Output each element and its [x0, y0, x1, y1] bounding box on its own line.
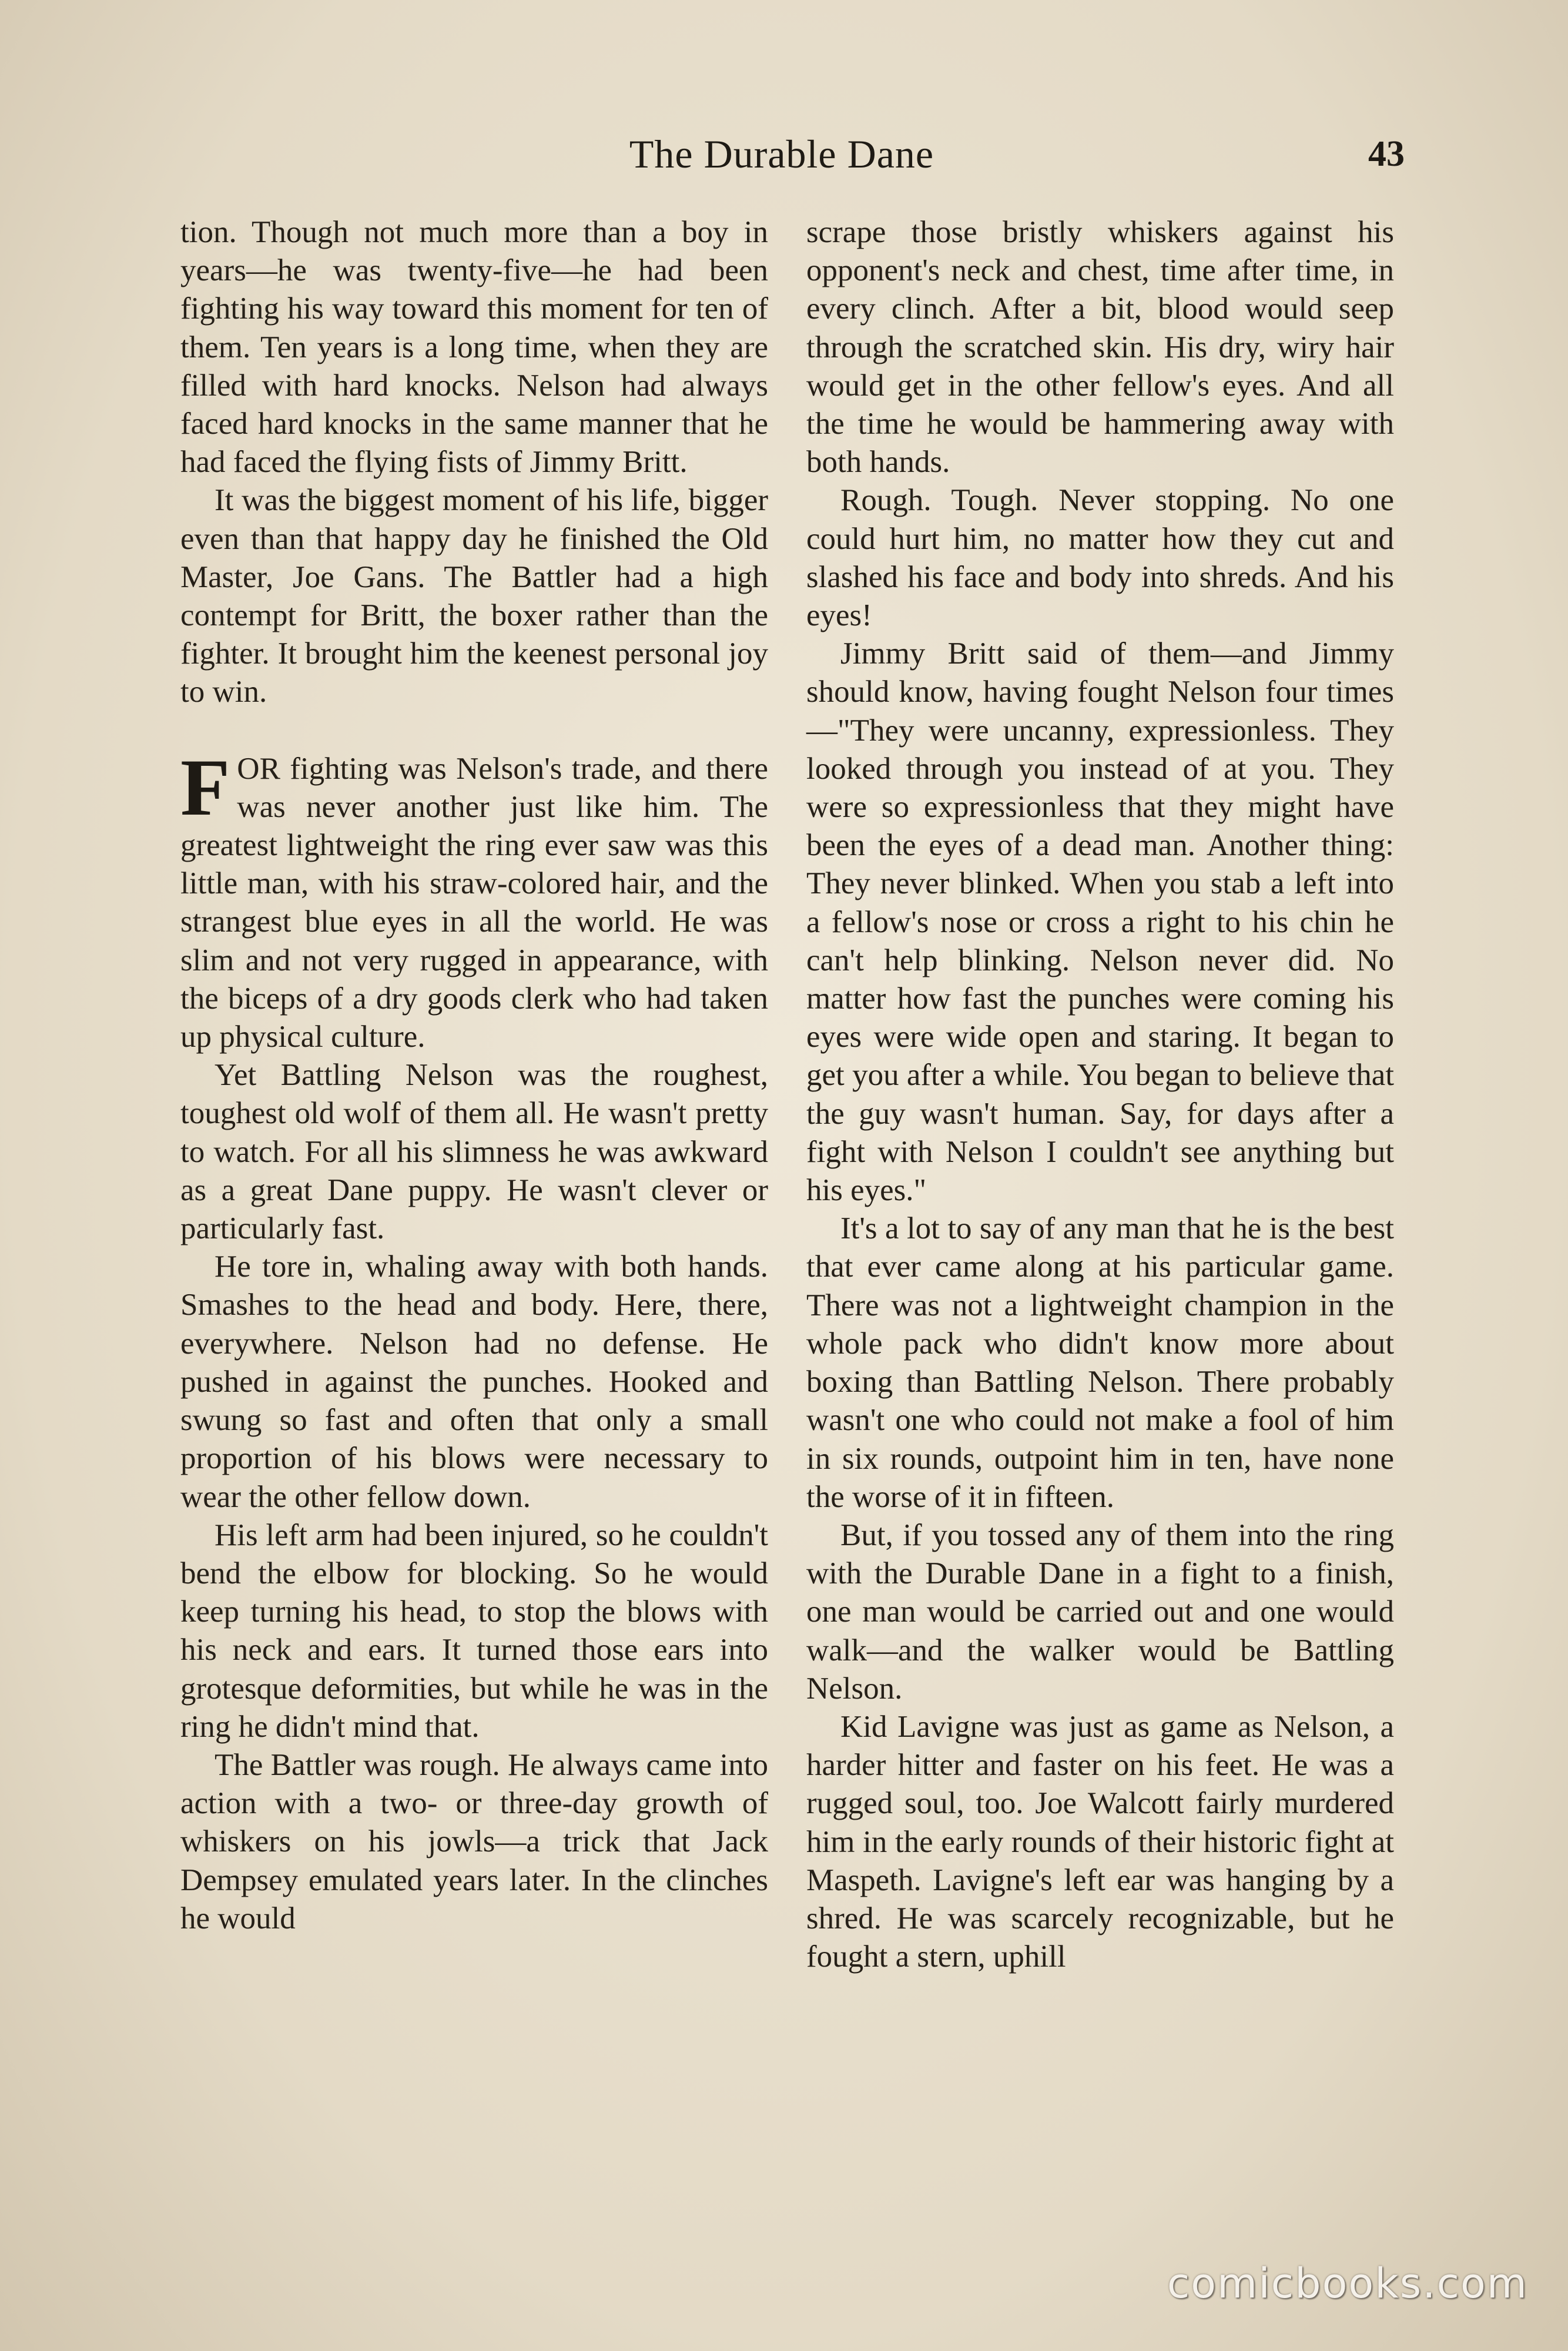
paragraph: Kid Lavigne was just as game as Nelson, a harder hitter and faster on his feet. He was a rugged soul, too. Joe Walcott fairly murdered him in the early rounds of their historic fight at Maspeth. Lavigne's left ear was hanging by a shred. He was scarcely recognizable, but he fought a stern, uphill [806, 1709, 1394, 1974]
running-header [0, 125, 1568, 189]
drop-cap: F [180, 742, 230, 832]
paragraph: scrape those bristly whiskers against his opponent's neck and chest, time after time, in every clinch. After a bit, blood would seep through the scratched skin. His dry, wiry hair would get in the other fellow's eyes. And all the time he would be hammering away with both hands. [806, 215, 1394, 480]
left-column [180, 213, 768, 1938]
paragraph: He tore in, whaling away with both hands. Smashes to the head and body. Here, there, everywhere. Nelson had no defense. He pushed in against the punches. Hooked and swung so fast and often that only a small proportion of his blows were necessary to wear the other fellow down. [180, 1250, 768, 1514]
page-number: 43 [1368, 134, 1405, 174]
right-column [806, 213, 1394, 1976]
paragraph: But, if you tossed any of them into the ring with the Durable Dane in a fight to a finish, one man would be carried out and one would walk—and the walker would be Battling Nelson. [806, 1518, 1394, 1706]
paragraph-text: OR fighting was Nelson's trade, and there was never another just like him. The greatest lightweight the ring ever saw was this little man, with his straw-colored hair, and the strangest blue eyes in all the world. He was slim and not very rugged in appearance, with the biceps of a dry goods clerk who had taken up physical culture. [180, 751, 768, 1054]
page-title: The Durable Dane [629, 132, 934, 176]
paragraph: Rough. Tough. Never stopping. No one could hurt him, no matter how they cut and slashed his face and body into shreds. And his eyes! [806, 483, 1394, 633]
paragraph: His left arm had been injured, so he couldn't bend the elbow for blocking. So he would keep turning his head, to stop the blows with his neck and ears. It turned those ears into grotesque deformities, but while he was in the ring he didn't mind that. [180, 1518, 768, 1744]
paragraph: The Battler was rough. He always came into action with a two- or three-day growth of whiskers on his jowls—a trick that Jack Dempsey emulated years later. In the clinches he would [180, 1747, 768, 1935]
paragraph: Yet Battling Nelson was the roughest, toughest old wolf of them all. He wasn't pretty to watch. For all his slimness he was awkward as a great Dane puppy. He wasn't clever or particularly fast. [180, 1058, 768, 1246]
watermark: comicbooks.com [1167, 2259, 1528, 2308]
paragraph: Jimmy Britt said of them—and Jimmy should know, having fought Nelson four times—"They were uncanny, expressionless. They looked through you instead of at you. They were so expressionless that they might have been the eyes of a dead man. Another thing: They never blinked. When you stab a left into a fellow's nose or cross a right to his chin he can't help blinking. Nelson never did. No matter how fast the punches were coming his eyes were wide open and staring. It began to get you after a while. You began to believe that the guy wasn't human. Say, for days after a fight with Nelson I couldn't see anything but his eyes." [806, 637, 1394, 1208]
section-paragraph [180, 742, 768, 1057]
paragraph: It was the biggest moment of his life, bigger even than that happy day he finished the Old Master, Joe Gans. The Battler had a high contempt for Britt, the boxer rather than the fighter. It brought him the keenest personal joy to win. [180, 483, 768, 709]
paragraph: tion. Though not much more than a boy in years—he was twenty-five—he had been fighting his way toward this moment for ten of them. Ten years is a long time, when they are filled with hard knocks. Nelson had always faced hard knocks in the same manner that he had faced the flying fists of Jimmy Britt. [180, 215, 768, 480]
paragraph: It's a lot to say of any man that he is the best that ever came along at his particular game. There was not a lightweight champion in the whole pack who didn't know more about boxing than Battling Nelson. There probably wasn't one who could not make a fool of him in six rounds, outpoint him in ten, have none the worse of it in fifteen. [806, 1211, 1394, 1514]
